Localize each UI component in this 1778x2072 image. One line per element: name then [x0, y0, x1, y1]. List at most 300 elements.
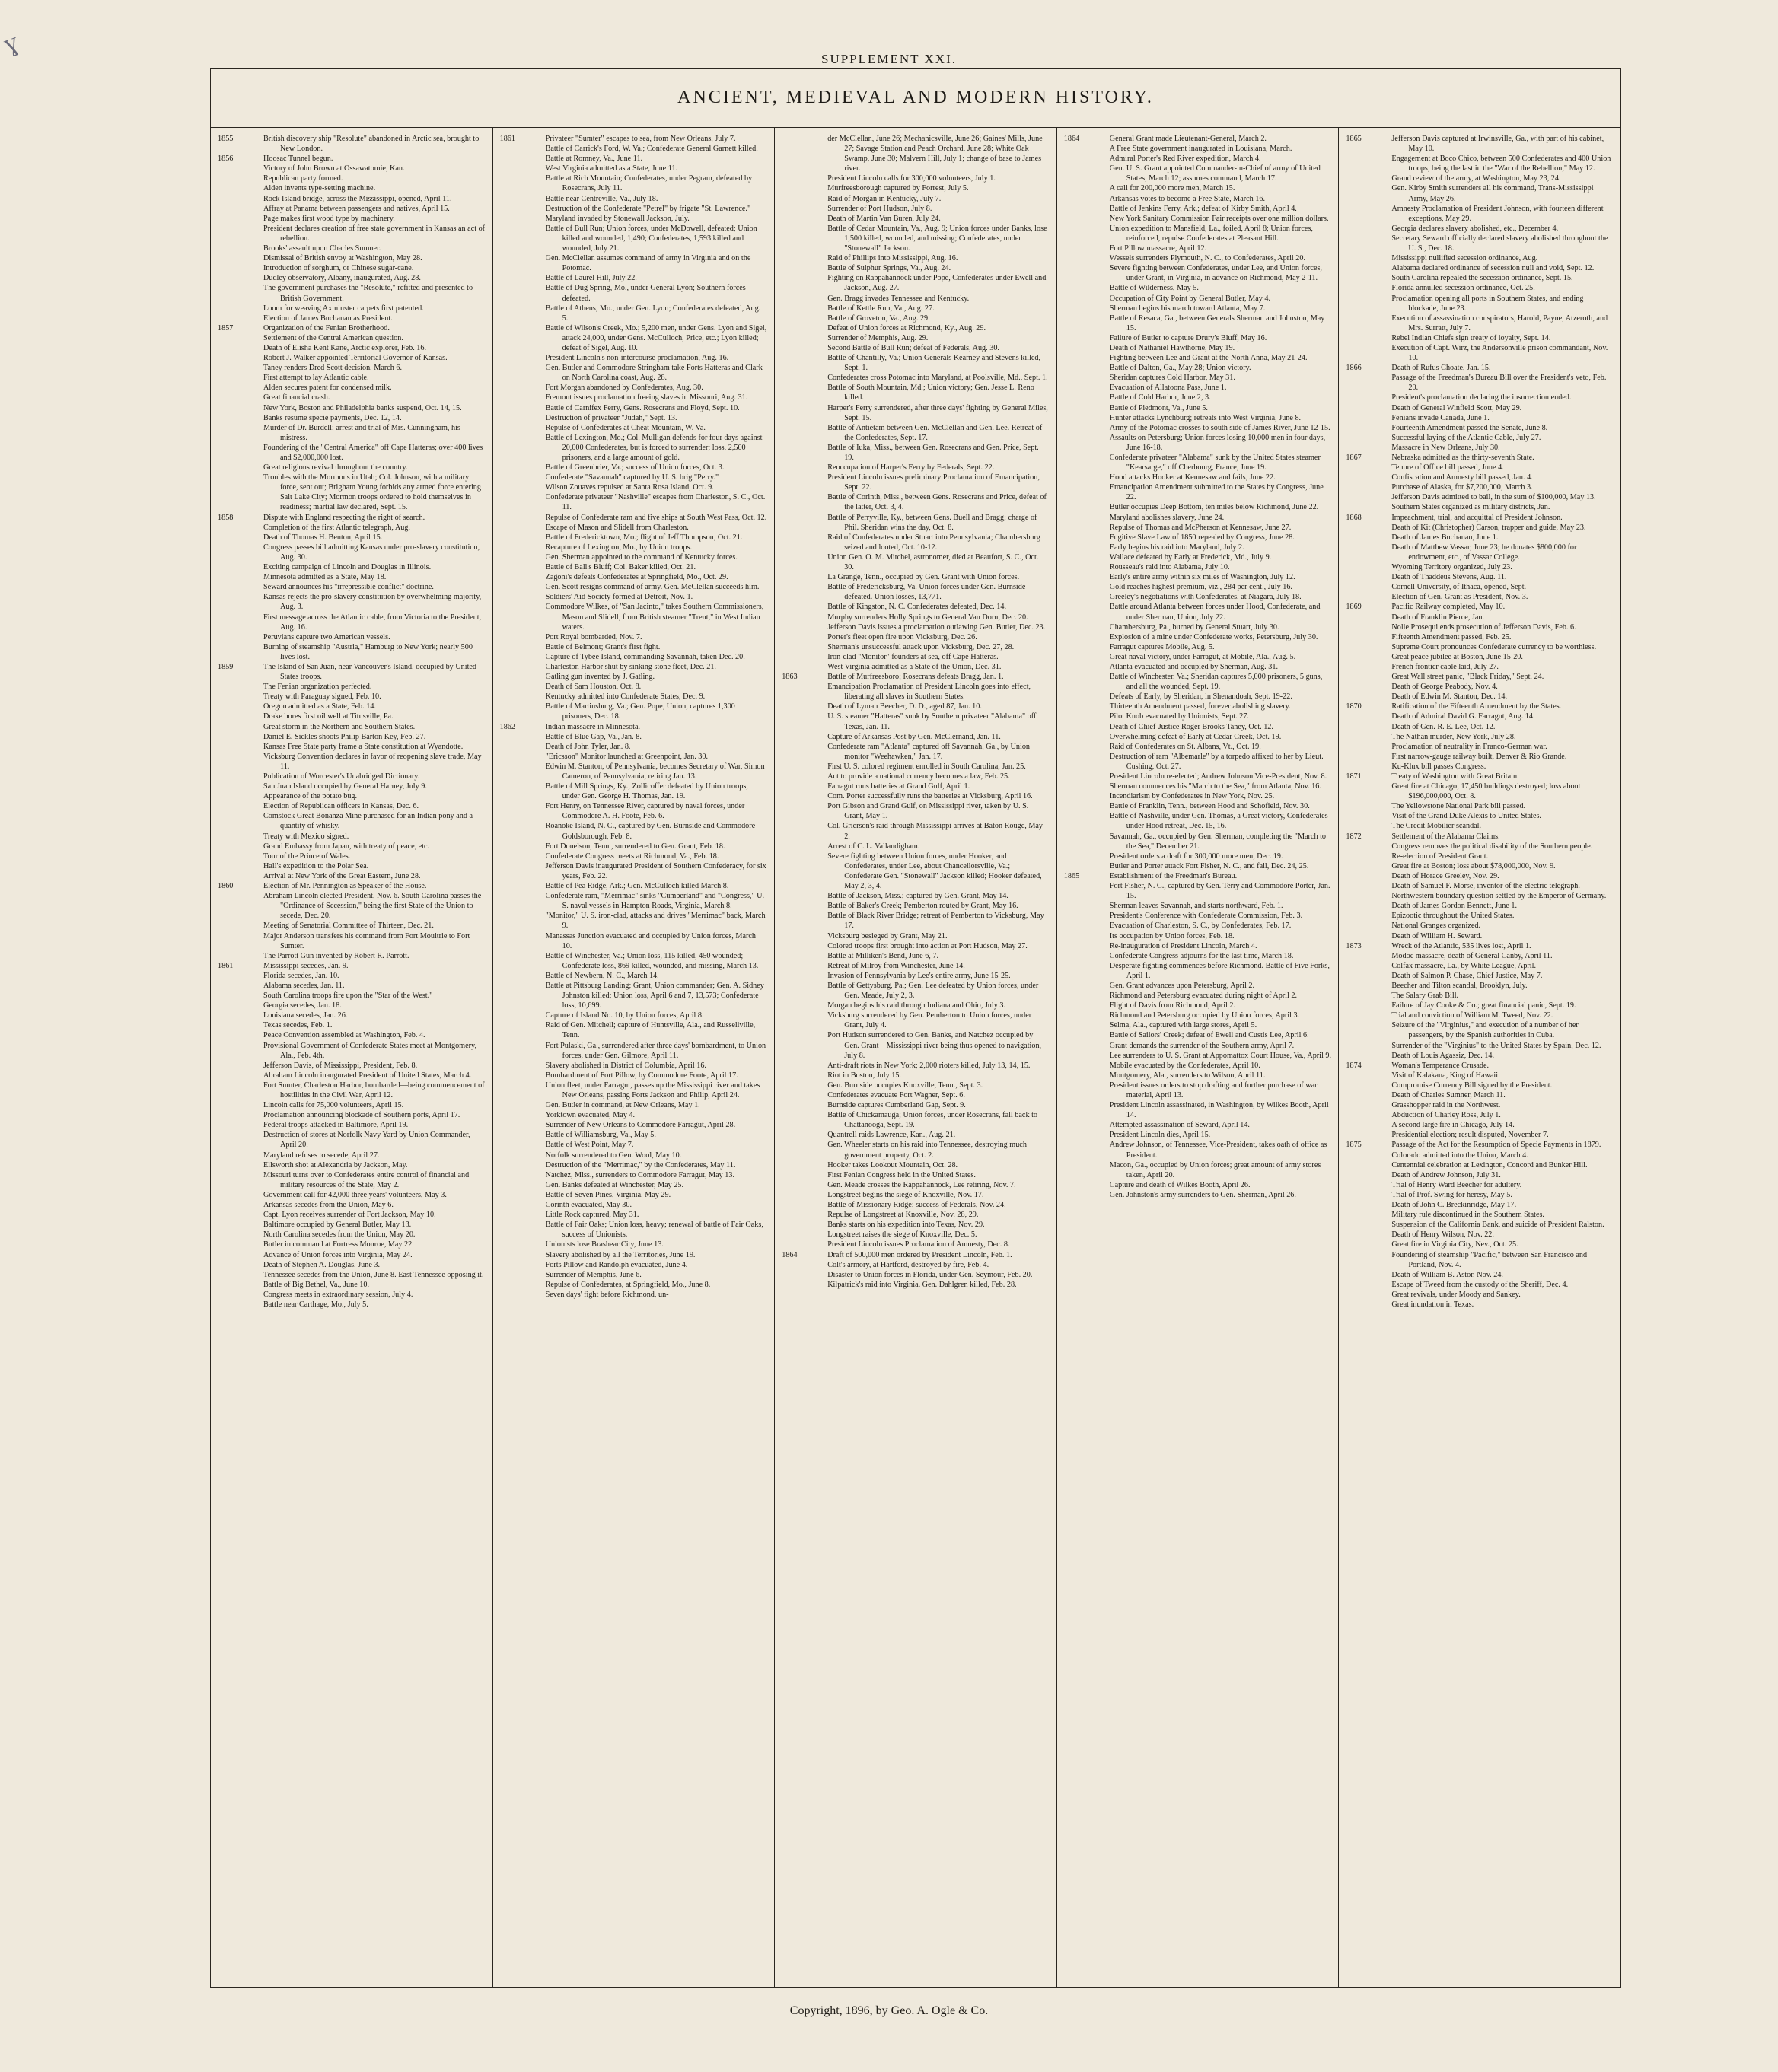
entry-year — [218, 533, 245, 543]
entry-year — [218, 842, 245, 851]
timeline-entry — [218, 273, 486, 283]
entry-text: Peace Convention assembled at Washington, Feb. 4. — [263, 1031, 425, 1040]
entry-year — [500, 224, 527, 253]
entry-year — [1346, 971, 1373, 981]
entry-year — [1064, 263, 1091, 283]
timeline-entry — [218, 323, 486, 333]
timeline-entry — [218, 283, 486, 303]
timeline-entry — [218, 1270, 486, 1280]
entry-text: Louisiana secedes, Jan. 26. — [263, 1011, 348, 1020]
entry-text: Engagement at Boco Chico, between 500 Confederates and 400 Union troops, being the last in the "War of the Rebellion," May 12. — [1391, 154, 1611, 173]
entry-text: Arkansas secedes from the Union, May 6. — [263, 1201, 394, 1210]
entry-year: 1874 — [1346, 1061, 1362, 1070]
timeline-entry — [1064, 911, 1332, 921]
entry-text: Vicksburg Convention declares in favor of reopening slave trade, May 11. — [263, 752, 482, 771]
timeline-entry — [1064, 662, 1332, 672]
entry-text: Establishment of the Freedman's Bureau. — [1109, 871, 1238, 880]
entry-text: Hooker takes Lookout Mountain, Oct. 28. — [827, 1160, 958, 1170]
timeline-entry — [782, 1100, 1050, 1110]
entry-text: Alabama secedes, Jan. 11. — [263, 981, 345, 990]
timeline-entry — [1064, 183, 1332, 193]
entry-year: 1864 — [1063, 135, 1080, 143]
entry-year — [782, 652, 809, 662]
entry-year — [1064, 453, 1091, 473]
entry-year — [500, 533, 527, 543]
timeline-entry — [218, 164, 486, 173]
entry-text: Andrew Johnson, of Tennessee, Vice-President, takes oath of office as President. — [1109, 1141, 1327, 1160]
entry-text: Fighting between Lee and Grant at the North Anna, May 21-24. — [1109, 354, 1308, 363]
entry-year — [218, 1230, 245, 1240]
entry-text: Kilpatrick's raid into Virginia. Gen. Dahlgren killed, Feb. 28. — [827, 1280, 1017, 1289]
timeline-entry — [782, 333, 1050, 343]
entry-year — [1064, 543, 1091, 552]
entry-year — [1064, 1071, 1091, 1081]
timeline-entry — [782, 1170, 1050, 1180]
entry-text: Battle of Cedar Mountain, Va., Aug. 9; Union forces under Banks, lose 1,500 killed, wounded, and missing; Confederates, under "Stonewall" Jackson. — [827, 224, 1047, 253]
entry-text: Retreat of Milroy from Winchester, June 14. — [827, 961, 965, 970]
entry-text: Treaty with Paraguay signed, Feb. 10. — [263, 692, 381, 702]
timeline-entry — [500, 931, 768, 951]
entry-year — [218, 1240, 245, 1249]
entry-text: Confederate ram "Atlanta" captured off Savannah, Ga., by Union monitor "Weehawken," Jan. 17. — [827, 742, 1031, 761]
timeline-entry — [218, 1071, 486, 1081]
timeline-entry — [782, 1110, 1050, 1130]
entry-text: Greeley's negotiations with Confederates, at Niagara, July 18. — [1109, 593, 1302, 602]
entry-year — [218, 1020, 245, 1030]
timeline-entry — [500, 1140, 768, 1150]
entry-text: Death of Thaddeus Stevens, Aug. 11. — [1391, 573, 1507, 582]
entry-year — [1064, 413, 1091, 423]
entry-year — [218, 931, 245, 951]
timeline-entry — [218, 253, 486, 263]
timeline-entry — [218, 1020, 486, 1030]
entry-year — [1346, 502, 1373, 512]
entry-year — [782, 294, 809, 304]
timeline-entry — [218, 1220, 486, 1230]
entry-text: Bombardment of Fort Pillow, by Commodore Foote, April 17. — [545, 1071, 738, 1080]
entry-text: Raid of Confederates on St. Albans, Vt., Oct. 19. — [1109, 742, 1261, 751]
entry-year — [1346, 752, 1373, 762]
entry-text: Repulse of Confederates, at Springfield, Mo., June 8. — [545, 1280, 711, 1289]
entry-year — [1064, 353, 1091, 363]
timeline-entry — [1064, 243, 1332, 253]
timeline-entry — [782, 762, 1050, 772]
timeline-entry — [500, 154, 768, 164]
entry-text: Emancipation Proclamation of President Lincoln goes into effect, liberating all slaves in Southern States. — [827, 683, 1031, 702]
entry-year — [218, 981, 245, 991]
entry-text: Battle at Romney, Va., June 11. — [545, 154, 643, 164]
entry-text: Gen. Burnside occupies Knoxville, Tenn., Sept. 3. — [827, 1081, 983, 1090]
timeline-entry — [1064, 781, 1332, 791]
entry-year — [218, 562, 245, 572]
entry-text: Destruction of the Confederate "Petrel" by frigate "St. Lawrence." — [545, 204, 751, 213]
entry-text: Fremont issues proclamation freeing slaves in Missouri, Aug. 31. — [545, 393, 748, 403]
entry-text: Battle of South Mountain, Md.; Union victory; Gen. Jesse L. Reno killed. — [827, 384, 1034, 403]
entry-year — [1064, 423, 1091, 433]
timeline-entry — [1346, 652, 1614, 662]
entry-text: Centennial celebration at Lexington, Concord and Bunker Hill. — [1391, 1160, 1588, 1170]
timeline-entry — [1064, 672, 1332, 692]
entry-year — [1064, 373, 1091, 383]
timeline-entry — [500, 672, 768, 682]
entry-text: Tour of the Prince of Wales. — [263, 851, 351, 861]
entry-year — [782, 702, 809, 711]
entry-text: Oregon admitted as a State, Feb. 14. — [263, 702, 376, 711]
timeline-entry — [782, 622, 1050, 632]
handwritten-mark: ɣ — [0, 27, 22, 59]
entry-year — [218, 1041, 245, 1061]
entry-year — [218, 592, 245, 612]
entry-year — [1064, 1100, 1091, 1120]
timeline-entry — [1064, 403, 1332, 413]
entry-text: Gen. Wheeler starts on his raid into Tennessee, destroying much government property, Oct. 2. — [827, 1141, 1027, 1160]
timeline-entry — [218, 1011, 486, 1020]
timeline-entry — [500, 134, 768, 144]
entry-year — [782, 273, 809, 293]
entry-text: Battle at Milliken's Bend, June 6, 7. — [827, 951, 939, 960]
timeline-entry — [218, 592, 486, 612]
entry-year — [500, 543, 527, 552]
entry-year — [782, 662, 809, 672]
entry-year — [1064, 253, 1091, 263]
entry-year — [1064, 732, 1091, 742]
entry-year — [1346, 463, 1373, 473]
entry-text: Butler in command at Fortress Monroe, May 22. — [263, 1240, 414, 1249]
timeline-entry — [218, 711, 486, 721]
entry-year — [782, 981, 809, 1001]
timeline-entry — [500, 851, 768, 861]
timeline-entry — [782, 891, 1050, 901]
timeline-entry — [1064, 602, 1332, 622]
timeline-entry — [782, 711, 1050, 731]
entry-text: Flight of Davis from Richmond, April 2. — [1109, 1001, 1236, 1011]
timeline-entry — [1064, 533, 1332, 543]
timeline-entry — [1346, 632, 1614, 642]
entry-year — [218, 711, 245, 721]
entry-year — [500, 1100, 527, 1110]
entry-text: Colt's armory, at Hartford, destroyed by fire, Feb. 4. — [827, 1260, 989, 1269]
entry-text: Cornell University, of Ithaca, opened, Sept. — [1391, 583, 1527, 592]
entry-year — [1346, 901, 1373, 911]
entry-text: Taney renders Dred Scott decision, March 6. — [263, 364, 403, 373]
entry-year — [782, 1001, 809, 1011]
timeline-entry — [1346, 1011, 1614, 1020]
entry-text: President's Conference with Confederate Commission, Feb. 3. — [1109, 912, 1303, 921]
timeline-entry — [218, 1160, 486, 1170]
timeline-entry — [1346, 682, 1614, 692]
entry-text: Tennessee secedes from the Union, June 8. East Tennessee opposing it. — [263, 1270, 484, 1279]
entry-year — [1064, 921, 1091, 931]
entry-year — [1346, 1220, 1373, 1230]
entry-year — [1064, 622, 1091, 632]
entry-text: Successful laying of the Atlantic Cable, July 27. — [1391, 433, 1541, 442]
entry-text: U. S. steamer "Hatteras" sunk by Southern privateer "Alabama" off Texas, Jan. 11. — [827, 712, 1037, 731]
entry-year — [218, 443, 245, 463]
entry-text: Battle of Dalton, Ga., May 28; Union victory. — [1109, 364, 1251, 373]
entry-text: A call for 200,000 more men, March 15. — [1109, 184, 1235, 193]
entry-year — [1064, 403, 1091, 413]
timeline-entry — [782, 1210, 1050, 1220]
entry-text: Overwhelming defeat of Early at Cedar Creek, Oct. 19. — [1109, 732, 1282, 741]
entry-year — [500, 273, 527, 283]
entry-text: Sherman's unsuccessful attack upon Vicksburg, Dec. 27, 28. — [827, 642, 1015, 651]
timeline-entry — [1346, 762, 1614, 772]
entry-year — [218, 1210, 245, 1220]
entry-year — [782, 1100, 809, 1110]
timeline-entry — [782, 183, 1050, 193]
entry-year — [1064, 772, 1091, 781]
entry-text: President orders a draft for 300,000 more men, Dec. 19. — [1109, 851, 1283, 861]
timeline-entry — [500, 1210, 768, 1220]
entry-text: Death of Sam Houston, Oct. 8. — [545, 683, 642, 692]
entry-text: Death of Louis Agassiz, Dec. 14. — [1391, 1051, 1495, 1060]
entry-text: The Yellowstone National Park bill passed. — [1391, 802, 1526, 811]
timeline-entry — [500, 981, 768, 1011]
timeline-entry — [218, 1081, 486, 1100]
entry-year — [1064, 214, 1091, 224]
entry-text: President issues orders to stop drafting and further purchase of war material, April 13. — [1109, 1081, 1318, 1100]
timeline-entry — [218, 851, 486, 861]
entry-year — [1346, 1180, 1373, 1190]
entry-year — [500, 672, 527, 682]
timeline-entry — [1346, 263, 1614, 273]
entry-year — [1346, 482, 1373, 492]
entry-year — [1346, 1130, 1373, 1140]
entry-year: 1857 — [218, 323, 234, 333]
timeline-entry — [1346, 662, 1614, 672]
entry-text: Death of Salmon P. Chase, Chief Justice, May 7. — [1391, 971, 1543, 980]
timeline-entry — [1064, 1140, 1332, 1160]
entry-year — [500, 1170, 527, 1180]
entry-text: Vicksburg surrendered by Gen. Pemberton to Union forces, under Grant, July 4. — [827, 1011, 1032, 1030]
timeline-entry — [1064, 453, 1332, 473]
entry-year — [1064, 283, 1091, 293]
timeline-entry — [218, 473, 486, 512]
timeline-entry — [500, 543, 768, 552]
timeline-entry — [500, 911, 768, 931]
entry-year: 1867 — [1346, 454, 1362, 462]
timeline-entry — [782, 732, 1050, 742]
timeline-entry — [1064, 791, 1332, 801]
entry-year — [500, 632, 527, 642]
entry-text: Compromise Currency Bill signed by the President. — [1391, 1081, 1553, 1090]
entry-text: Appearance of the potato bug. — [263, 792, 358, 801]
entry-text: Battle of Dug Spring, Mo., under General Lyon; Southern forces defeated. — [545, 284, 746, 303]
entry-year: 1855 — [218, 135, 234, 143]
entry-year: 1862 — [499, 722, 515, 731]
timeline-entry — [218, 134, 486, 154]
timeline-entry — [1346, 801, 1614, 811]
timeline-entry — [1346, 1061, 1614, 1071]
entry-text: Alden invents type-setting machine. — [263, 184, 376, 193]
supplement-label: SUPPLEMENT XXI. — [821, 52, 957, 66]
timeline-entry — [500, 732, 768, 742]
entry-text: The Island of San Juan, near Vancouver's Island, occupied by United States troops. — [263, 662, 477, 682]
timeline-entry — [218, 1120, 486, 1130]
timeline-entry — [782, 911, 1050, 931]
timeline-entry — [782, 702, 1050, 711]
entry-text: Battle of Seven Pines, Virginia, May 29. — [545, 1190, 671, 1199]
entry-year — [218, 871, 245, 881]
entry-text: Amnesty Proclamation of President Johnson, with fourteen different exceptions, May 29. — [1391, 204, 1604, 223]
entry-year — [782, 214, 809, 224]
timeline-entry — [218, 183, 486, 193]
entry-text: Gold reaches highest premium, viz., 284 per cent., July 16. — [1109, 583, 1292, 592]
entry-text: Death of Henry Wilson, Nov. 22. — [1391, 1230, 1494, 1240]
timeline-entry — [1346, 921, 1614, 931]
timeline-entry — [1346, 234, 1614, 253]
timeline-entry — [500, 632, 768, 642]
entry-text: Maryland abolishes slavery, June 24. — [1109, 513, 1225, 522]
entry-text: Confiscation and Amnesty bill passed, Jan. 4. — [1391, 473, 1533, 482]
timeline-entry — [218, 971, 486, 981]
entry-year — [1064, 1081, 1091, 1100]
entry-text: Capture of Tybee Island, commanding Savannah, taken Dec. 20. — [545, 652, 745, 661]
entry-text: Great religious revival throughout the country. — [263, 463, 408, 473]
entry-text: Pilot Knob evacuated by Unionists, Sept. 27. — [1109, 712, 1249, 721]
entry-text: Maryland refuses to secede, April 27. — [263, 1151, 380, 1160]
entry-text: Wyoming Territory organized, July 23. — [1391, 563, 1512, 572]
entry-text: Trial of Prof. Swing for heresy, May 5. — [1391, 1190, 1512, 1199]
entry-text: Battle of Sulphur Springs, Va., Aug. 24. — [827, 264, 951, 273]
entry-text: Failure of Butler to capture Drury's Bluff, May 16. — [1109, 333, 1267, 342]
entry-year — [500, 1160, 527, 1170]
entry-year — [218, 204, 245, 214]
timeline-entry — [782, 1140, 1050, 1160]
timeline-entry — [218, 533, 486, 543]
entry-year — [1346, 273, 1373, 283]
entry-text: Death of Thomas H. Benton, April 15. — [263, 533, 383, 542]
entry-year — [500, 732, 527, 742]
timeline-entry — [782, 1030, 1050, 1060]
entry-text: Destruction of stores at Norfolk Navy Yard by Union Commander, April 20. — [263, 1131, 470, 1150]
entry-year — [218, 752, 245, 772]
entry-year — [500, 473, 527, 482]
entry-year — [1346, 732, 1373, 742]
entry-year — [782, 1200, 809, 1210]
entry-year — [782, 1180, 809, 1190]
entry-year — [1346, 652, 1373, 662]
entry-text: Texas secedes, Feb. 1. — [263, 1021, 333, 1030]
entry-year — [1346, 234, 1373, 253]
timeline-entry — [218, 742, 486, 752]
timeline-entry — [1064, 592, 1332, 602]
entry-year — [1064, 582, 1091, 592]
timeline-entry — [1346, 1071, 1614, 1081]
timeline-entry — [782, 772, 1050, 781]
entry-year — [1064, 801, 1091, 811]
entry-year — [1064, 572, 1091, 582]
timeline-entry — [1346, 492, 1614, 502]
timeline-entry — [1064, 164, 1332, 183]
entry-text: Mississippi nullified secession ordinance, Aug. — [1391, 254, 1538, 263]
timeline-entry — [218, 732, 486, 742]
entry-year — [1346, 981, 1373, 991]
timeline-entry — [1064, 134, 1332, 144]
entry-text: Battle of Newbern, N. C., March 14. — [545, 971, 659, 980]
entry-text: Emancipation Amendment submitted to the States by Congress, June 22. — [1109, 483, 1324, 502]
entry-text: Re-inauguration of President Lincoln, March 4. — [1109, 941, 1257, 950]
entry-year — [500, 1071, 527, 1081]
timeline-entry — [218, 1190, 486, 1200]
entry-year — [500, 981, 527, 1011]
entry-text: President declares creation of free state government in Kansas an act of rebellion. — [263, 224, 486, 243]
timeline-entry — [1064, 413, 1332, 423]
entry-text: Death of Stephen A. Douglas, June 3. — [263, 1260, 381, 1269]
entry-text: President Lincoln assassinated, in Washington, by Wilkes Booth, April 14. — [1109, 1101, 1329, 1120]
entry-year — [1346, 781, 1373, 801]
entry-text: Robert J. Walker appointed Territorial Governor of Kansas. — [263, 354, 448, 363]
entry-year — [500, 1270, 527, 1280]
entry-text: Battle near Carthage, Mo., July 5. — [263, 1300, 368, 1309]
timeline-entry — [500, 692, 768, 702]
entry-year — [782, 772, 809, 781]
entry-year — [1064, 243, 1091, 253]
entry-text: Federal troops attacked in Baltimore, April 19. — [263, 1121, 409, 1130]
entry-year — [1064, 781, 1091, 791]
entry-text: Congress passes bill admitting Kansas under pro-slavery constitution, Aug. 30. — [263, 543, 480, 562]
entry-text: Morgan begins his raid through Indiana and Ohio, July 3. — [827, 1001, 1005, 1011]
entry-text: Forts Pillow and Randolph evacuated, June 4. — [545, 1260, 688, 1269]
entry-text: Secretary Seward officially declared slavery abolished throughout the U. S., Dec. 18. — [1391, 234, 1608, 253]
entry-text: The Parrott Gun invented by Robert R. Parrott. — [263, 951, 409, 960]
entry-text: Defeats of Early, by Sheridan, in Shenandoah, Sept. 19-22. — [1109, 692, 1292, 702]
timeline-entry — [1346, 711, 1614, 721]
entry-text: Beecher and Tilton scandal, Brooklyn, July. — [1391, 981, 1528, 990]
timeline-entry — [1064, 383, 1332, 393]
timeline-entry — [218, 832, 486, 842]
entry-text: Escape of Mason and Slidell from Charleston. — [545, 523, 689, 532]
entry-text: Death of Kit (Christopher) Carson, trapper and guide, May 23. — [1391, 523, 1586, 532]
entry-text: Longstreet begins the siege of Knoxville, Nov. 17. — [827, 1190, 984, 1199]
timeline-entry — [782, 951, 1050, 961]
entry-year — [1346, 492, 1373, 502]
timeline-entry — [218, 224, 486, 243]
timeline-entry — [1064, 1160, 1332, 1180]
entry-text: Publication of Worcester's Unabridged Dictionary. — [263, 772, 420, 781]
entry-text: Battle of West Point, May 7. — [545, 1141, 634, 1150]
entry-year — [500, 283, 527, 303]
timeline-entry — [500, 204, 768, 214]
timeline-entry — [218, 1130, 486, 1150]
entry-text: Arrest of C. L. Vallandigham. — [827, 842, 920, 851]
timeline-entry — [782, 1220, 1050, 1230]
entry-text: Vicksburg besieged by Grant, May 21. — [827, 931, 948, 941]
entry-text: Great naval victory, under Farragut, at Mobile, Ala., Aug. 5. — [1109, 652, 1296, 661]
entry-year — [218, 1170, 245, 1190]
entry-year — [1346, 672, 1373, 682]
entry-year — [500, 692, 527, 702]
entry-text: Soldiers' Aid Society formed at Detroit, Nov. 1. — [545, 593, 693, 602]
entry-year — [218, 1160, 245, 1170]
entry-year — [782, 781, 809, 791]
timeline-entry — [1346, 433, 1614, 443]
timeline-entry — [782, 1160, 1050, 1170]
timeline-entry — [1346, 1130, 1614, 1140]
entry-year — [1346, 1001, 1373, 1011]
entry-year — [218, 243, 245, 253]
entry-text: Death of Nathaniel Hawthorne, May 19. — [1109, 343, 1235, 352]
entry-year — [1346, 294, 1373, 314]
entry-text: Confederate privateer "Nashville" escapes from Charleston, S. C., Oct. 11. — [545, 493, 766, 512]
timeline-entry — [218, 981, 486, 991]
entry-text: Destruction of the "Merrimac," by the Confederates, May 11. — [545, 1160, 736, 1170]
timeline-entry — [1346, 672, 1614, 682]
timeline-entry — [782, 1061, 1050, 1071]
entry-year — [500, 1260, 527, 1270]
timeline-entry — [1346, 911, 1614, 921]
timeline-entry — [782, 582, 1050, 602]
